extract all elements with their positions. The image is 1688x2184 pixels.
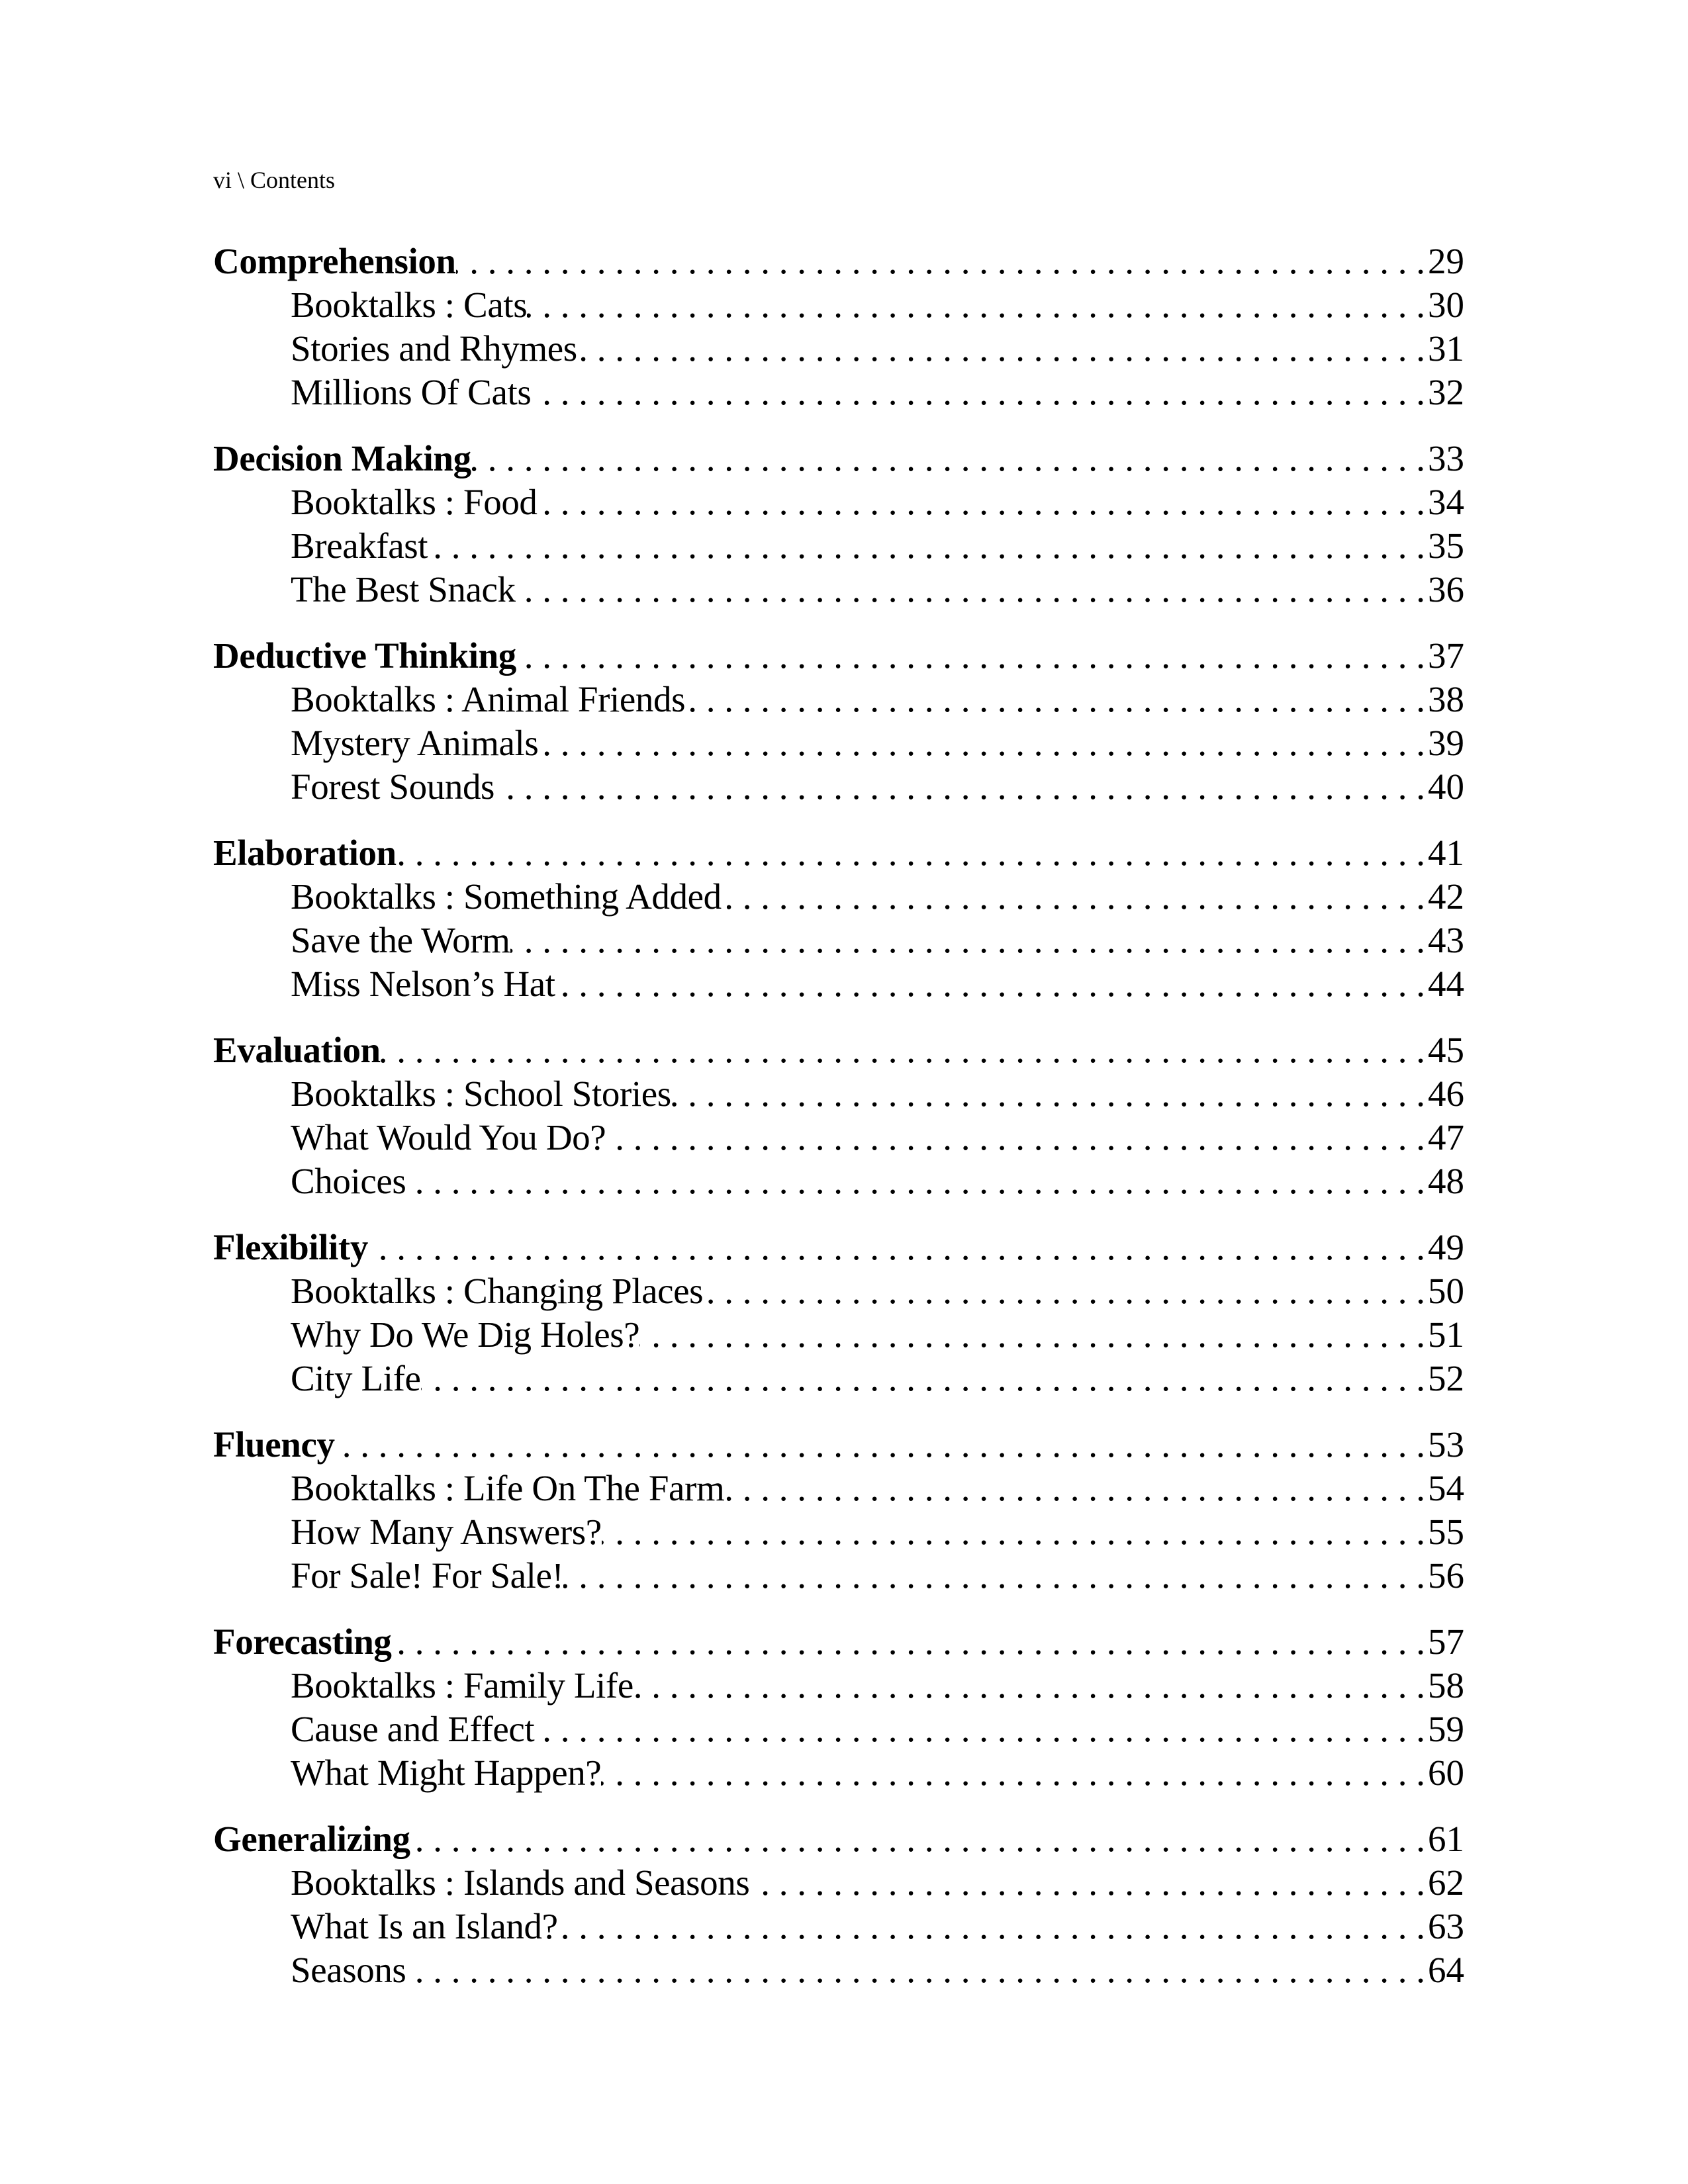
toc-heading-entry[interactable]	[213, 831, 1464, 875]
toc-page-number: 29	[1428, 241, 1464, 281]
dot-leader	[555, 962, 1428, 1006]
toc-section	[213, 437, 1464, 612]
dot-leader	[538, 480, 1428, 524]
toc-sub-entry[interactable]	[213, 1707, 1464, 1751]
toc-page-number: 47	[1428, 1117, 1464, 1158]
toc-page-number: 54	[1428, 1468, 1464, 1508]
toc-sub-entry[interactable]	[213, 875, 1464, 919]
dot-leader	[749, 1861, 1428, 1905]
toc-sub-entry[interactable]	[213, 1664, 1464, 1707]
dot-leader	[606, 1116, 1428, 1160]
toc-section	[213, 634, 1464, 809]
dot-leader	[335, 1423, 1428, 1467]
toc-page-number: 38	[1428, 679, 1464, 719]
toc-heading-entry[interactable]	[213, 240, 1464, 283]
dot-leader	[392, 1620, 1428, 1664]
toc-page-number: 32	[1428, 372, 1464, 412]
toc-page-number: 41	[1428, 833, 1464, 873]
toc-sub-entry[interactable]	[213, 524, 1464, 568]
toc-page-number: 30	[1428, 285, 1464, 325]
dot-leader	[531, 371, 1428, 414]
dot-leader	[471, 437, 1428, 480]
toc-sub-entry[interactable]	[213, 327, 1464, 371]
dot-leader	[368, 1226, 1428, 1269]
toc-heading-title: Forecasting	[213, 1621, 392, 1662]
toc-sub-title: Booktalks : Islands and Seasons	[291, 1862, 750, 1903]
toc-sub-entry[interactable]	[213, 1467, 1464, 1510]
toc-page-number: 46	[1428, 1073, 1464, 1114]
dot-leader	[633, 1664, 1428, 1707]
toc-page-number: 48	[1428, 1161, 1464, 1201]
toc-sub-entry[interactable]	[213, 1269, 1464, 1313]
toc-sub-title: Booktalks : Food	[291, 482, 538, 522]
toc-page-number: 44	[1428, 964, 1464, 1004]
toc-page-number: 61	[1428, 1819, 1464, 1859]
toc-heading-title: Evaluation	[213, 1030, 381, 1070]
toc-page-number: 39	[1428, 723, 1464, 763]
toc-heading-entry[interactable]	[213, 1028, 1464, 1072]
dot-leader	[406, 1160, 1428, 1203]
dot-leader	[563, 1554, 1428, 1598]
toc-sub-entry[interactable]	[213, 568, 1464, 612]
dot-leader	[639, 1313, 1428, 1357]
toc-sub-title: Booktalks : Animal Friends	[291, 679, 686, 719]
toc-sub-entry[interactable]	[213, 919, 1464, 962]
toc-page-number: 51	[1428, 1314, 1464, 1355]
toc-sub-entry[interactable]	[213, 962, 1464, 1006]
dot-leader	[397, 831, 1428, 875]
toc-sub-title: The Best Snack	[291, 569, 516, 610]
toc-page-number: 59	[1428, 1709, 1464, 1749]
toc-sub-title: Booktalks : Life On The Farm	[291, 1468, 725, 1508]
toc-page-number: 31	[1428, 328, 1464, 369]
dot-leader	[722, 875, 1428, 919]
toc-sub-entry[interactable]	[213, 721, 1464, 765]
dot-leader	[534, 1707, 1428, 1751]
toc-sub-title: What Would You Do?	[291, 1117, 606, 1158]
toc-sub-entry[interactable]	[213, 765, 1464, 809]
dot-leader	[558, 1905, 1428, 1948]
toc-sub-entry[interactable]	[213, 1116, 1464, 1160]
toc-sub-entry[interactable]	[213, 1357, 1464, 1400]
dot-leader	[410, 1817, 1428, 1861]
toc-sub-entry[interactable]	[213, 1510, 1464, 1554]
toc-sub-title: Why Do We Dig Holes?	[291, 1314, 640, 1355]
toc-heading-title: Elaboration	[213, 833, 397, 873]
toc-page-number: 56	[1428, 1555, 1464, 1596]
dot-leader	[381, 1028, 1428, 1072]
toc-page-number: 34	[1428, 482, 1464, 522]
toc-heading-entry[interactable]	[213, 1423, 1464, 1467]
toc-sub-entry[interactable]	[213, 480, 1464, 524]
dot-leader	[516, 568, 1428, 612]
toc-heading-entry[interactable]	[213, 1817, 1464, 1861]
toc-page-number: 42	[1428, 876, 1464, 917]
toc-page-number: 45	[1428, 1030, 1464, 1070]
toc-page-number: 49	[1428, 1227, 1464, 1267]
toc-heading-title: Comprehension	[213, 241, 456, 281]
toc-sub-title: Booktalks : Cats	[291, 285, 528, 325]
toc-page-number: 58	[1428, 1665, 1464, 1706]
dot-leader	[421, 1357, 1428, 1400]
toc-section	[213, 240, 1464, 414]
toc-page-number: 50	[1428, 1271, 1464, 1311]
toc-sub-title: Seasons	[291, 1950, 406, 1990]
toc-heading-title: Deductive Thinking	[213, 635, 516, 676]
toc-sub-title: Choices	[291, 1161, 406, 1201]
dot-leader	[602, 1510, 1428, 1554]
toc-section	[213, 831, 1464, 1006]
toc-page-number: 53	[1428, 1424, 1464, 1465]
toc-heading-title: Decision Making	[213, 438, 471, 478]
toc-sub-entry[interactable]	[213, 283, 1464, 327]
toc-heading-title: Generalizing	[213, 1819, 410, 1859]
toc-sub-title: Booktalks : School Stories	[291, 1073, 671, 1114]
toc-sub-title: Cause and Effect	[291, 1709, 535, 1749]
dot-leader	[510, 919, 1428, 962]
toc-sub-title: Breakfast	[291, 525, 428, 566]
toc-sub-entry[interactable]	[213, 1160, 1464, 1203]
toc-sub-title: For Sale! For Sale!	[291, 1555, 564, 1596]
toc-sub-entry[interactable]	[213, 1751, 1464, 1795]
dot-leader	[516, 634, 1428, 678]
toc-sub-title: Booktalks : Changing Places	[291, 1271, 704, 1311]
toc-page-number: 57	[1428, 1621, 1464, 1662]
toc-section	[213, 1028, 1464, 1203]
toc-page-number: 43	[1428, 920, 1464, 960]
dot-leader	[703, 1269, 1428, 1313]
toc-page-number: 52	[1428, 1358, 1464, 1398]
toc-sub-title: Miss Nelson’s Hat	[291, 964, 555, 1004]
toc-sub-entry[interactable]	[213, 1905, 1464, 1948]
toc-sub-entry[interactable]	[213, 678, 1464, 721]
toc-page-number: 36	[1428, 569, 1464, 610]
dot-leader	[601, 1751, 1428, 1795]
toc-sub-entry[interactable]	[213, 1554, 1464, 1598]
toc-heading-entry[interactable]	[213, 634, 1464, 678]
table-of-contents	[213, 240, 1464, 2015]
toc-section	[213, 1423, 1464, 1598]
toc-sub-title: What Is an Island?	[291, 1906, 558, 1946]
toc-page-number: 62	[1428, 1862, 1464, 1903]
toc-page-number: 33	[1428, 438, 1464, 478]
toc-sub-title: What Might Happen?	[291, 1752, 602, 1793]
toc-sub-entry[interactable]	[213, 1948, 1464, 1992]
toc-page-number: 60	[1428, 1752, 1464, 1793]
toc-sub-entry[interactable]	[213, 371, 1464, 414]
dot-leader	[456, 240, 1428, 283]
toc-sub-entry[interactable]	[213, 1861, 1464, 1905]
toc-heading-entry[interactable]	[213, 437, 1464, 480]
toc-sub-title: City Life	[291, 1358, 421, 1398]
toc-sub-title: Forest Sounds	[291, 766, 495, 807]
dot-leader	[724, 1467, 1428, 1510]
toc-page-number: 35	[1428, 525, 1464, 566]
dot-leader	[527, 283, 1428, 327]
toc-section	[213, 1817, 1464, 1992]
dot-leader	[406, 1948, 1428, 1992]
toc-sub-title: How Many Answers?	[291, 1512, 602, 1552]
toc-sub-entry[interactable]	[213, 1072, 1464, 1116]
toc-sub-title: Millions Of Cats	[291, 372, 532, 412]
toc-page-number: 63	[1428, 1906, 1464, 1946]
dot-leader	[494, 765, 1428, 809]
toc-sub-title: Mystery Animals	[291, 723, 539, 763]
dot-leader	[671, 1072, 1428, 1116]
toc-sub-title: Booktalks : Something Added	[291, 876, 722, 917]
toc-sub-entry[interactable]	[213, 1313, 1464, 1357]
toc-heading-entry[interactable]	[213, 1620, 1464, 1664]
toc-sub-title: Stories and Rhymes	[291, 328, 577, 369]
toc-heading-entry[interactable]	[213, 1226, 1464, 1269]
dot-leader	[577, 327, 1428, 371]
toc-heading-title: Fluency	[213, 1424, 335, 1465]
toc-sub-title: Booktalks : Family Life	[291, 1665, 633, 1706]
toc-page-number: 55	[1428, 1512, 1464, 1552]
toc-section	[213, 1620, 1464, 1795]
dot-leader	[685, 678, 1428, 721]
toc-page-number: 37	[1428, 635, 1464, 676]
toc-heading-title: Flexibility	[213, 1227, 368, 1267]
toc-sub-title: Save the Worm	[291, 920, 510, 960]
dot-leader	[428, 524, 1428, 568]
toc-page-number: 40	[1428, 766, 1464, 807]
running-head: vi \ Contents	[213, 167, 336, 193]
toc-section	[213, 1226, 1464, 1400]
toc-page-number: 64	[1428, 1950, 1464, 1990]
dot-leader	[538, 721, 1428, 765]
